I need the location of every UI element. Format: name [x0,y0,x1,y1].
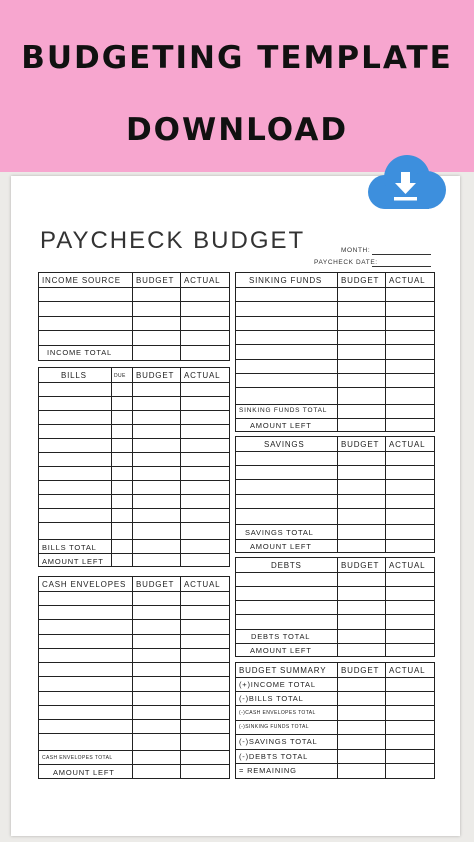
cash-envelopes-header: CASH ENVELOPES [42,580,127,589]
budget-summary-header: BUDGET SUMMARY [239,666,327,675]
income-budget-header: BUDGET [136,276,175,285]
summary-actual-header: ACTUAL [389,666,426,675]
savings-total-label: SAVINGS TOTAL [245,528,314,537]
bills-amount-left-label: AMOUNT LEFT [42,557,104,566]
debts-total-label: DEBTS TOTAL [251,632,311,641]
bills-table [38,367,230,567]
income-total-label: INCOME TOTAL [47,348,113,357]
cloud-download-icon[interactable] [361,152,449,214]
income-actual-header: ACTUAL [184,276,221,285]
sinking-funds-total-label: SINKING FUNDS TOTAL [239,407,328,414]
summary-bills-total: (-)BILLS TOTAL [239,694,304,703]
cash-envelopes-total-label: CASH ENVELOPES TOTAL [42,755,113,761]
summary-income-total: (+)INCOME TOTAL [239,680,316,689]
cash-actual-header: ACTUAL [184,580,221,589]
debts-table [235,557,435,657]
income-table [38,272,230,361]
sinking-funds-header: SINKING FUNDS [249,276,323,285]
savings-actual-header: ACTUAL [389,440,426,449]
bills-total-label: BILLS TOTAL [42,543,97,552]
summary-cash-envelopes-total: (-)CASH ENVELOPES TOTAL [239,710,316,716]
savings-header: SAVINGS [264,440,305,449]
bills-header: BILLS [61,371,87,380]
debts-amount-left-label: AMOUNT LEFT [250,646,312,655]
summary-remaining: = REMAINING [239,766,297,775]
savings-table [235,436,435,553]
debts-header: DEBTS [271,561,302,570]
savings-amount-left-label: AMOUNT LEFT [250,542,312,551]
sinking-funds-table [235,272,435,432]
cash-envelopes-table [38,576,230,779]
bills-budget-header: BUDGET [136,371,175,380]
banner-title-line1: BUDGETING TEMPLATE [21,40,453,76]
month-label: MONTH: [341,247,371,254]
cash-budget-header: BUDGET [136,580,175,589]
summary-savings-total: (-)SAVINGS TOTAL [239,737,318,746]
sinking-budget-header: BUDGET [341,276,380,285]
income-source-header: INCOME SOURCE [42,276,121,285]
sinking-amount-left-label: AMOUNT LEFT [250,421,312,430]
banner-title-line2: DOWNLOAD [125,112,349,148]
summary-budget-header: BUDGET [341,666,380,675]
banner [0,0,474,172]
cash-amount-left-label: AMOUNT LEFT [53,768,115,777]
bills-actual-header: ACTUAL [184,371,221,380]
sinking-actual-header: ACTUAL [389,276,426,285]
savings-budget-header: BUDGET [341,440,380,449]
month-field[interactable] [372,254,431,255]
paycheck-date-label: PAYCHECK DATE: [314,259,378,266]
bills-due-header: DUE [114,373,126,379]
summary-sinking-funds-total: (-)SINKING FUNDS TOTAL [239,724,309,730]
budget-summary-table [235,662,435,779]
page-title: PAYCHECK BUDGET [40,227,306,254]
debts-budget-header: BUDGET [341,561,380,570]
paycheck-date-field[interactable] [372,266,431,267]
summary-debts-total: (-)DEBTS TOTAL [239,752,309,761]
debts-actual-header: ACTUAL [389,561,426,570]
